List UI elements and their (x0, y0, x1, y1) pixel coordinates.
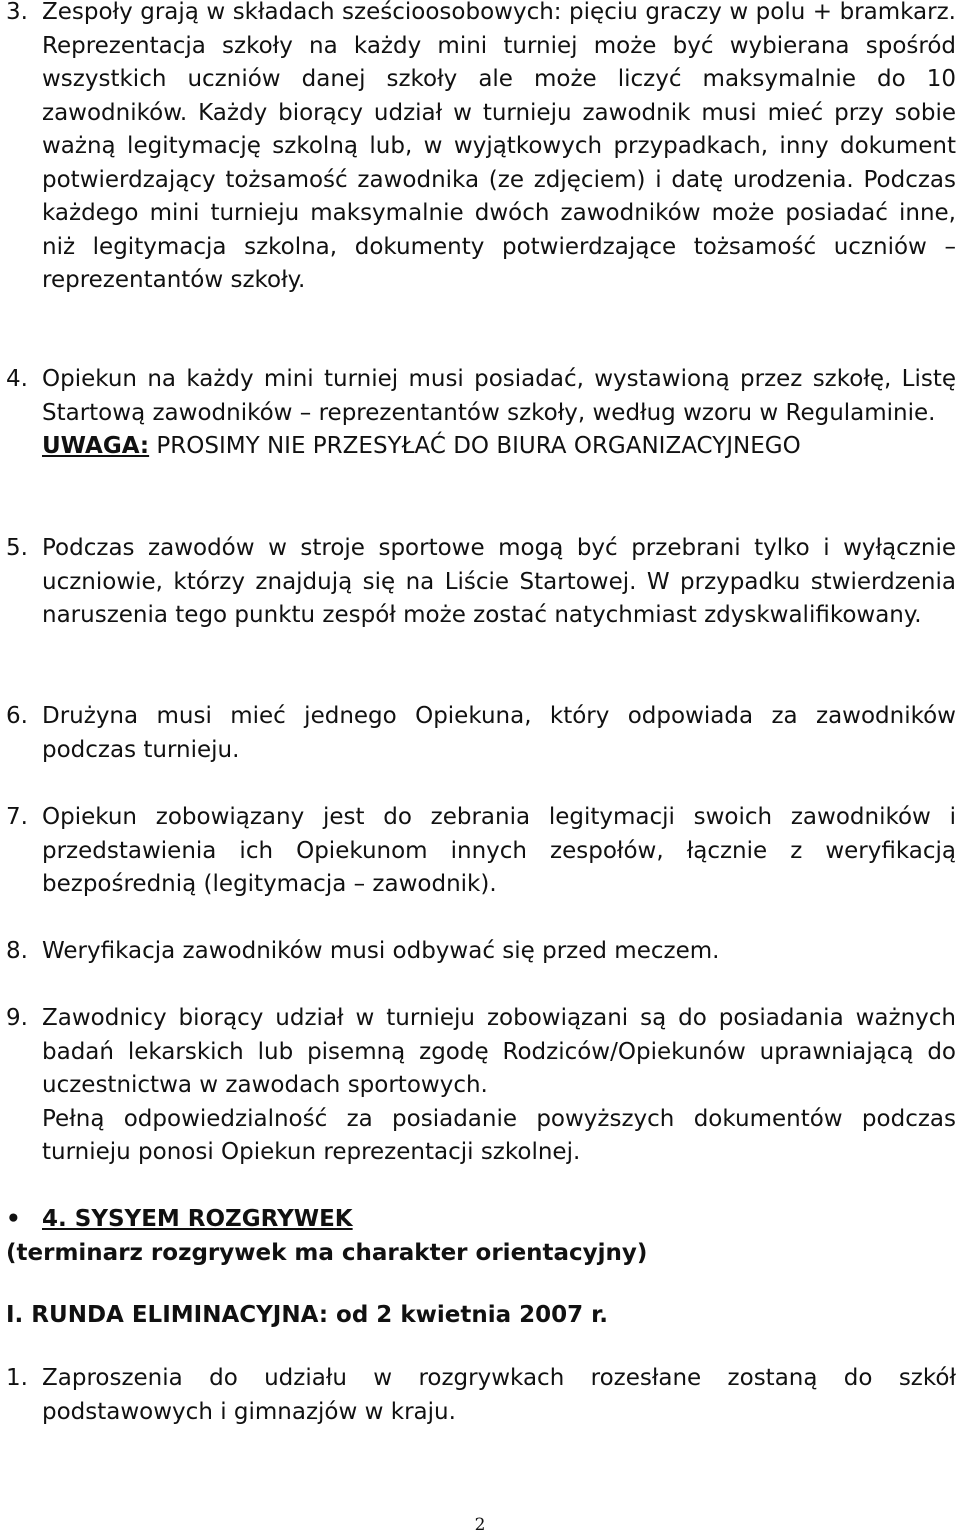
list-item-number: 9. (6, 1005, 28, 1031)
list-item-9 (6, 1002, 956, 1170)
list-item-4 (6, 363, 956, 464)
list-item-text: Zaproszenia do udziału w rozgrywkach rozesłane zostaną do szkół podstawowych i gimnazjów w kraju. (42, 1365, 956, 1425)
list-item-text: Drużyna musi mieć jednego Opiekuna, który odpowiada za zawodników podczas turnieju. (42, 703, 956, 763)
list-item-number: 8. (6, 938, 28, 964)
list-item-text: Podczas zawodów w stroje sportowe mogą być przebrani tylko i wyłącznie uczniowie, którzy znajdują się na Liście Startowej. W przypadku stwierdzenia naruszenia tego punktu zespół może zostać natychmiast zdyskwalifikowany. (42, 535, 956, 628)
list-item-text-continued: Pełną odpowiedzialność za posiadanie powyższych dokumentów podczas turnieju ponosi Opiekun reprezentacji szkolnej. (42, 1105, 956, 1165)
list-item-number: 1. (6, 1365, 28, 1391)
notice-label: UWAGA: (42, 433, 150, 459)
list-item-text: Weryfikacja zawodników musi odbywać się przed meczem. (42, 938, 720, 964)
list-item-5 (6, 532, 956, 633)
list-item-8 (6, 935, 956, 969)
page-number: 2 (474, 1515, 486, 1535)
section-title: 4. SYSYEM ROZGRYWEK (42, 1206, 353, 1232)
list-item-text: Zawodnicy biorący udział w turnieju zobowiązani są do posiadania ważnych badań lekarskich lub pisemną zgodę Rodziców/Opiekunów uprawniającą do uczestnictwa w zawodach sportowych. (42, 1005, 956, 1098)
list-item-number: 5. (6, 535, 28, 561)
notice-text: PROSIMY NIE PRZESYŁAĆ DO BIURA ORGANIZACYJNEGO (149, 433, 801, 459)
list-item-number: 6. (6, 703, 28, 729)
list-item-number: 7. (6, 804, 28, 830)
section-bullet-marker: • (6, 1206, 21, 1232)
list-item-7 (6, 801, 956, 902)
list-item-3 (6, 0, 956, 298)
section-subtitle: (terminarz rozgrywek ma charakter orientacyjny) (6, 1240, 648, 1266)
list-item-text: Opiekun na każdy mini turniej musi posiadać, wystawioną przez szkołę, Listę Startową zawodników – reprezentantów szkoły, według wzoru w Regulaminie. (42, 366, 956, 426)
notice-line (42, 430, 956, 464)
section-heading (6, 1203, 353, 1237)
round-heading: I. RUNDA ELIMINACYJNA: od 2 kwietnia 2007 r. (6, 1302, 608, 1328)
list-item-number: 3. (6, 0, 28, 25)
list-item-6 (6, 700, 956, 767)
round-list-item-1 (6, 1362, 956, 1429)
list-item-text: Opiekun zobowiązany jest do zebrania legitymacji swoich zawodników i przedstawienia ich Opiekunom innych zespołów, łącznie z weryfikacją bezpośrednią (legitymacja – zawodnik). (42, 804, 956, 897)
list-item-text: Zespoły grają w składach sześcioosobowych: pięciu graczy w polu + bramkarz. Reprezentacja szkoły na każdy mini turniej może być wybierana spośród wszystkich uczniów danej szkoły ale może liczyć maksymalnie do 10 zawodników. Każdy biorący udział w turnieju zawodnik musi mieć przy sobie ważną legitymację szkolną lub, w wyjątkowych przypadkach, inny dokument potwierdzający tożsamość zawodnika (ze zdjęciem) i datę urodzenia. Podczas każdego mini turnieju maksymalnie dwóch zawodników może posiadać inne, niż legitymacja szkolna, dokumenty potwierdzające tożsamość uczniów – reprezentantów szkoły. (42, 0, 956, 293)
list-item-number: 4. (6, 366, 28, 392)
